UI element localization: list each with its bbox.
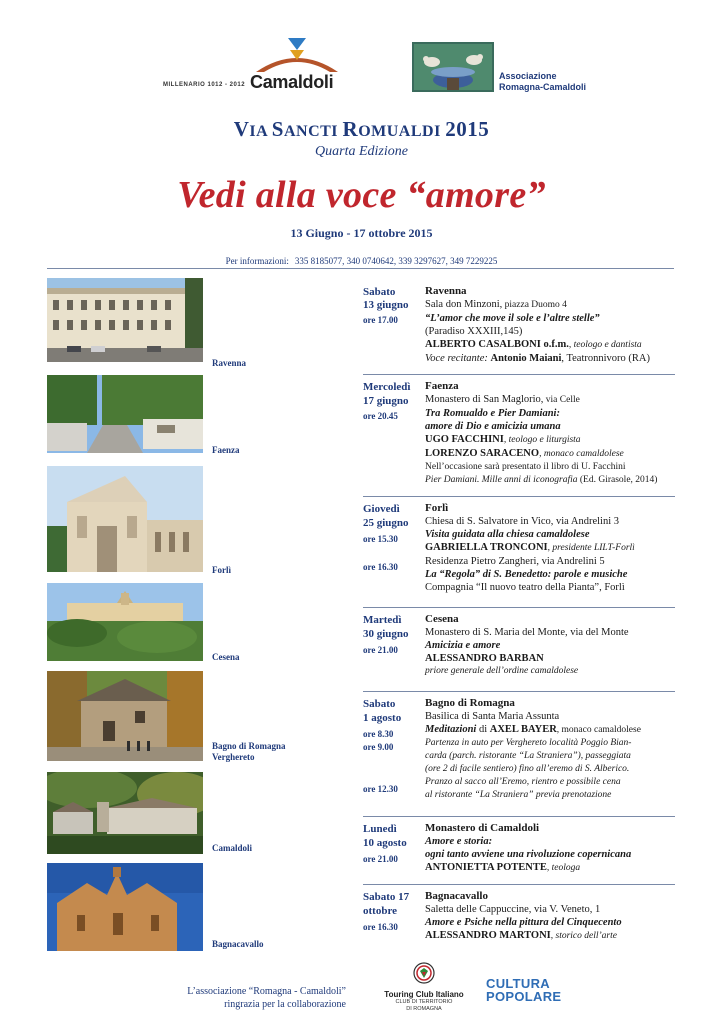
event-speaker: LORENZO SARACENO, monaco camaldolese (425, 448, 624, 459)
event-place: Residenza Pietro Zangheri, via Andrelini 5 (425, 556, 605, 567)
event-divider (363, 816, 675, 817)
event-time: ore 16.30 (363, 562, 398, 572)
event-time: ore 12.30 (363, 784, 398, 794)
event-date: 30 giugno (363, 628, 409, 640)
event-bagno-di-romagna (363, 697, 675, 815)
event-series-title: VIA SANCTI ROMUALDI 2015 (233, 117, 490, 141)
event-day: Lunedì (363, 823, 397, 835)
event-day: Sabato 17 (363, 891, 410, 903)
event-time: ore 17.00 (363, 315, 398, 325)
main-title: Vedi alla voce “amore” (177, 174, 546, 216)
photo-label-bagno-di-romagna: Bagno di Romagna Verghereto (212, 741, 286, 762)
event-city: Monastero di Camaldoli (425, 822, 540, 834)
event-description: al ristorante “La Straniera” previa prenotazione (425, 790, 612, 800)
event-time: ore 21.00 (363, 645, 398, 655)
event-time: ore 20.45 (363, 411, 398, 421)
event-cesena (363, 613, 675, 689)
photo-forli (47, 466, 203, 572)
event-city: Ravenna (425, 285, 467, 297)
photo-label-ravenna: Ravenna (212, 358, 247, 368)
event-title: Amore e storia: (425, 836, 493, 847)
event-place: Chiesa di S. Salvatore in Vico, via Andrelini 3 (425, 516, 619, 527)
event-place: Basilica di Santa Maria Assunta (425, 711, 560, 722)
event-day: Martedì (363, 614, 402, 626)
event-time: ore 21.00 (363, 854, 398, 864)
photo-ravenna (47, 278, 203, 362)
event-note: Nell’occasione sarà presentato il libro di U. Facchini (425, 462, 626, 472)
event-city: Bagno di Romagna (425, 697, 515, 709)
event-ravenna (363, 285, 675, 373)
associazione-name: Associazione Romagna-Camaldoli (499, 71, 587, 92)
event-date: 17 giugno (363, 395, 409, 407)
camaldoli-wordmark: Camaldoli (250, 72, 334, 92)
event-title: ogni tanto avviene una rivoluzione copernicana (425, 849, 632, 860)
footer-thanks: L’associazione “Romagna - Camaldoli” ringrazia per la collaborazione (187, 986, 346, 1010)
photo-cesena (47, 583, 203, 661)
event-time: ore 9.00 (363, 742, 394, 752)
event-divider (363, 374, 675, 375)
event-date: 1 agosto (363, 712, 402, 724)
event-title: “L’amor che move il sole e l’altre stelle” (425, 313, 600, 324)
photo-label-forli: Forlì (212, 565, 231, 575)
date-range: 13 Giugno - 17 ottobre 2015 (290, 226, 433, 240)
event-title: Amicizia e amore (425, 640, 501, 651)
event-description: carda (parch. ristorante “La Straniera”), passeggiata (425, 751, 631, 761)
cultura-popolare-logo: CULTURA POPOLARE (486, 976, 562, 1004)
touring-club-icon (413, 962, 435, 984)
event-date: 10 agosto (363, 837, 407, 849)
event-title: amore di Dio e amicizia umana (425, 421, 561, 432)
event-divider (363, 884, 675, 885)
event-title: Visita guidata alla chiesa camaldolese (425, 529, 590, 540)
touring-club-logo: Touring Club Italiano CLUB DI TERRITORIO DI ROMAGNA (384, 962, 464, 1013)
photo-label-faenza: Faenza (212, 445, 240, 455)
event-divider (363, 607, 675, 608)
event-speaker: ANTONIETTA POTENTE, teologa (425, 862, 581, 873)
event-speaker: ALBERTO CASALBONI o.f.m., teologo e dantista (425, 339, 642, 350)
event-forli (363, 502, 675, 604)
millenario-text: MILLENARIO 1012 - 2012 (163, 82, 246, 88)
event-divider (363, 691, 675, 692)
edition-subtitle: Quarta Edizione (315, 144, 408, 159)
event-place: Sala don Minzoni, piazza Duomo 4 (425, 299, 567, 310)
photo-label-cesena: Cesena (212, 652, 240, 662)
event-date: 25 giugno (363, 517, 409, 529)
event-speaker-role: priore generale dell’ordine camaldolese (425, 666, 579, 676)
event-faenza (363, 380, 675, 492)
event-day: Mercoledì (363, 381, 411, 393)
header (0, 0, 723, 112)
event-reference: (Paradiso XXXIII,145) (425, 326, 523, 337)
event-speaker: UGO FACCHINI, teologo e liturgista (425, 434, 581, 445)
divider (47, 268, 674, 269)
event-place: Monastero di S. Maria del Monte, via del Monte (425, 627, 629, 638)
event-city: Forlì (425, 502, 449, 514)
event-time: ore 15.30 (363, 534, 398, 544)
event-bagnacavallo (363, 890, 675, 948)
event-title: La “Regola” di S. Benedetto: parole e musiche (425, 569, 628, 580)
event-speaker: ALESSANDRO MARTONI, storico dell’arte (425, 930, 617, 941)
event-note: Pier Damiani. Mille anni di iconografia (Ed. Girasole, 2014) (425, 475, 658, 485)
event-speaker: GABRIELLA TRONCONI, presidente LILT-Forlì (425, 542, 635, 553)
event-title: Amore e Psiche nella pittura del Cinquecento (425, 917, 622, 928)
event-title: Meditazioni di AXEL BAYER, monaco camaldolese (425, 724, 641, 735)
event-time: ore 8.30 (363, 729, 394, 739)
event-description: (ore 2 di facile sentiero) fino all’eremo di S. Alberico. (425, 764, 630, 774)
event-city: Faenza (425, 380, 459, 392)
contact-info: Per informazioni: 335 8185077, 340 0740642, 339 3297627, 349 7229225 (225, 256, 498, 266)
event-company: Compagnia “Il nuovo teatro della Pianta”, Forlì (425, 582, 625, 593)
event-day: Sabato (363, 698, 396, 710)
event-description: Pranzo al sacco all’Eremo, rientro e possibile cena (425, 777, 621, 787)
event-time: ore 16.30 (363, 922, 398, 932)
mosaic-doves-image (412, 42, 494, 92)
event-day: Giovedì (363, 503, 400, 515)
event-city: Bagnacavallo (425, 890, 488, 902)
event-title: Tra Romualdo e Pier Damiani: (425, 408, 560, 419)
event-speaker: ALESSANDRO BARBAN (425, 653, 544, 664)
event-city: Cesena (425, 613, 459, 625)
event-place: Monastero di San Maglorio, via Celle (425, 394, 580, 405)
photo-label-camaldoli: Camaldoli (212, 843, 253, 853)
event-camaldoli (363, 822, 675, 880)
event-place: Saletta delle Cappuccine, via V. Veneto, 1 (425, 904, 601, 915)
event-voice: Voce recitante: Antonio Maiani, Teatronnivoro (RA) (425, 353, 650, 364)
photo-bagnacavallo (47, 863, 203, 951)
photo-faenza (47, 375, 203, 453)
event-day: Sabato (363, 286, 396, 298)
photo-bagno-di-romagna (47, 671, 203, 761)
photo-label-bagnacavallo: Bagnacavallo (212, 939, 264, 949)
photo-camaldoli (47, 772, 203, 854)
event-divider (363, 496, 675, 497)
event-date: ottobre (363, 905, 398, 917)
event-description: Partenza in auto per Verghereto località Poggio Bian- (425, 738, 632, 748)
event-date: 13 giugno (363, 299, 409, 311)
